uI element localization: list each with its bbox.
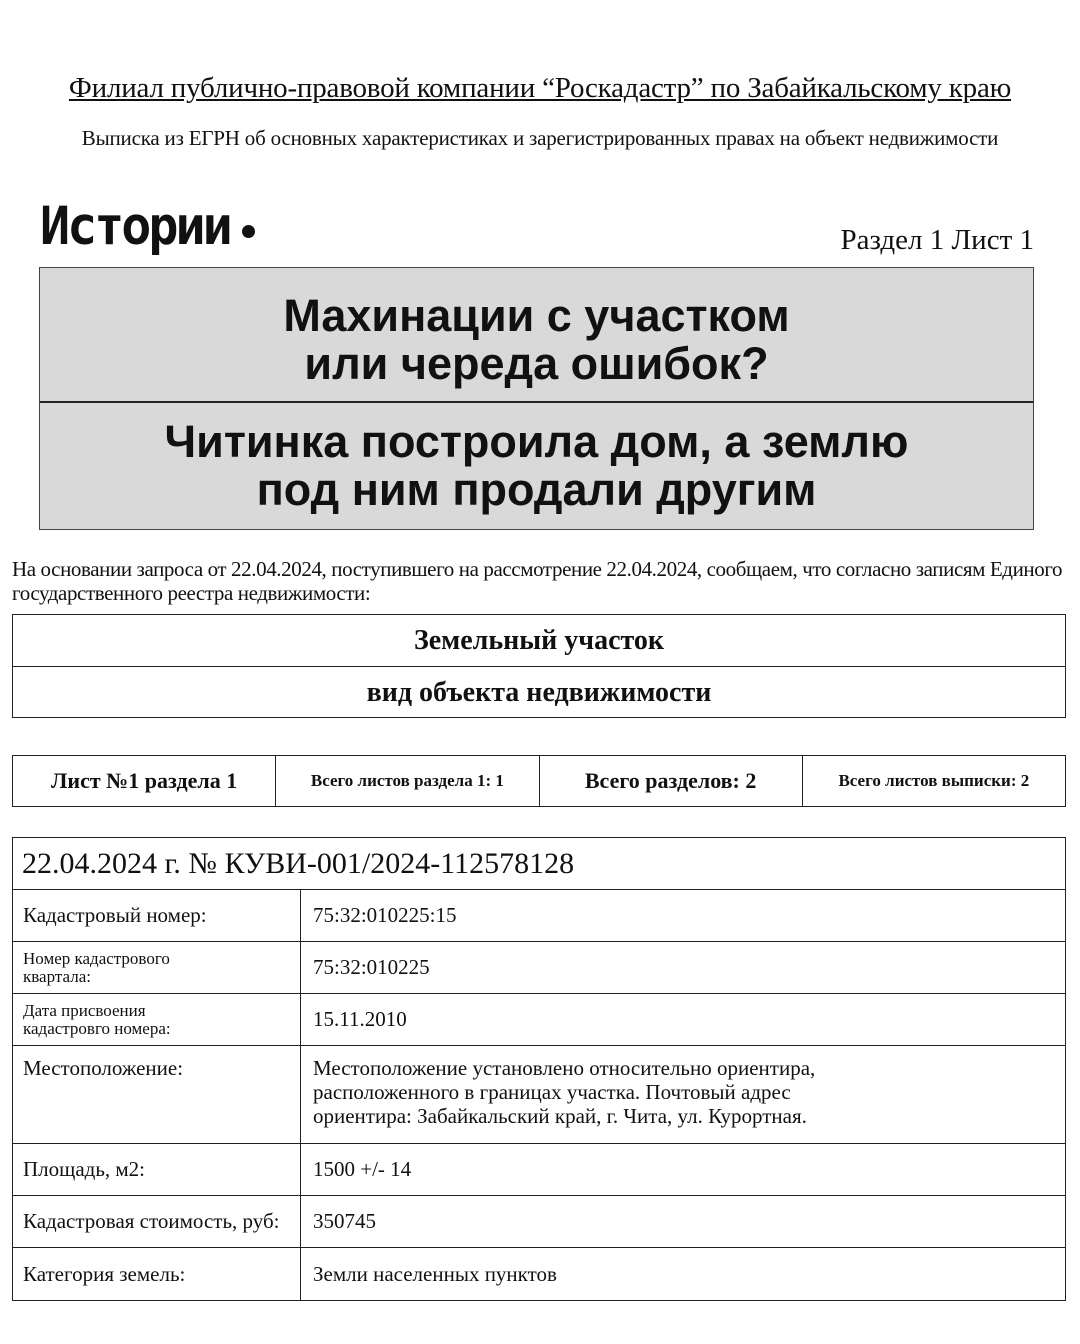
table-row bbox=[13, 1248, 1065, 1300]
object-type: Земельный участок bbox=[413, 624, 665, 656]
row-label: Кадастровая стоимость, руб: bbox=[13, 1196, 301, 1247]
row-label: Номер кадастрового квартала: bbox=[13, 942, 301, 993]
total-sheets: Всего листов выписки: 2 bbox=[802, 756, 1065, 806]
table-row bbox=[13, 1046, 1065, 1144]
row-value: 75:32:010225:15 bbox=[313, 903, 457, 927]
brand-dot-icon bbox=[242, 225, 255, 238]
row-value: 1500 +/- 14 bbox=[313, 1157, 412, 1181]
row-value: 350745 bbox=[313, 1209, 376, 1233]
total-sections: Всего разделов: 2 bbox=[539, 756, 802, 806]
headline-question: Махинации с участком или череда ошибок? bbox=[283, 290, 790, 389]
sheet-number: Лист №1 раздела 1 bbox=[51, 768, 238, 793]
headline-divider bbox=[40, 401, 1033, 403]
request-paragraph: На основании запроса от 22.04.2024, поступившего на рассмотрение 22.04.2024, сообщаем, что согласно записям Единого государственного реестра недвижимости: bbox=[12, 557, 1063, 605]
row-value: Земли населенных пунктов bbox=[313, 1261, 557, 1286]
table-row bbox=[13, 994, 1065, 1046]
brand-logo-text: Истории bbox=[40, 195, 230, 257]
row-label: Кадастровый номер: bbox=[13, 890, 301, 941]
table-row bbox=[13, 1144, 1065, 1196]
object-type-caption: вид объекта недвижимости bbox=[13, 666, 1065, 718]
table-row bbox=[13, 890, 1065, 942]
row-label: Категория земель: bbox=[13, 1248, 301, 1300]
organization-title: Филиал публично-правовой компании “Роскадастр” по Забайкальскому краю bbox=[68, 72, 1012, 104]
row-label: Площадь, м2: bbox=[13, 1144, 301, 1195]
table-row bbox=[13, 942, 1065, 994]
record-table bbox=[12, 837, 1066, 1301]
row-value: 15.11.2010 bbox=[313, 1007, 407, 1031]
section-sheet-ref: Раздел 1 Лист 1 bbox=[840, 224, 1034, 256]
row-value: Местоположение установлено относительно ориентира, расположенного в границах участка. Почтовый адрес ориентира: Забайкальский край, г. Чита, ул. Курортная. bbox=[313, 1056, 816, 1128]
brand-logo bbox=[40, 196, 255, 256]
row-label: Местоположение: bbox=[13, 1046, 301, 1143]
sheet-info-table bbox=[12, 755, 1066, 807]
object-type-box bbox=[12, 614, 1066, 718]
table-row bbox=[13, 1196, 1065, 1248]
sheets-in-section: Всего листов раздела 1: 1 bbox=[275, 756, 538, 806]
headline-subtitle: Читинка построила дом, а землю под ним продали другим bbox=[164, 416, 909, 515]
record-header: 22.04.2024 г. № КУВИ-001/2024-112578128 bbox=[13, 838, 1065, 890]
row-value: 75:32:010225 bbox=[313, 955, 430, 979]
document-subtitle: Выписка из ЕГРН об основных характеристиках и зарегистрированных правах на объект недвижимости bbox=[81, 126, 999, 150]
row-label: Дата присвоения кадастровго номера: bbox=[13, 994, 301, 1045]
headline-box bbox=[39, 267, 1034, 530]
